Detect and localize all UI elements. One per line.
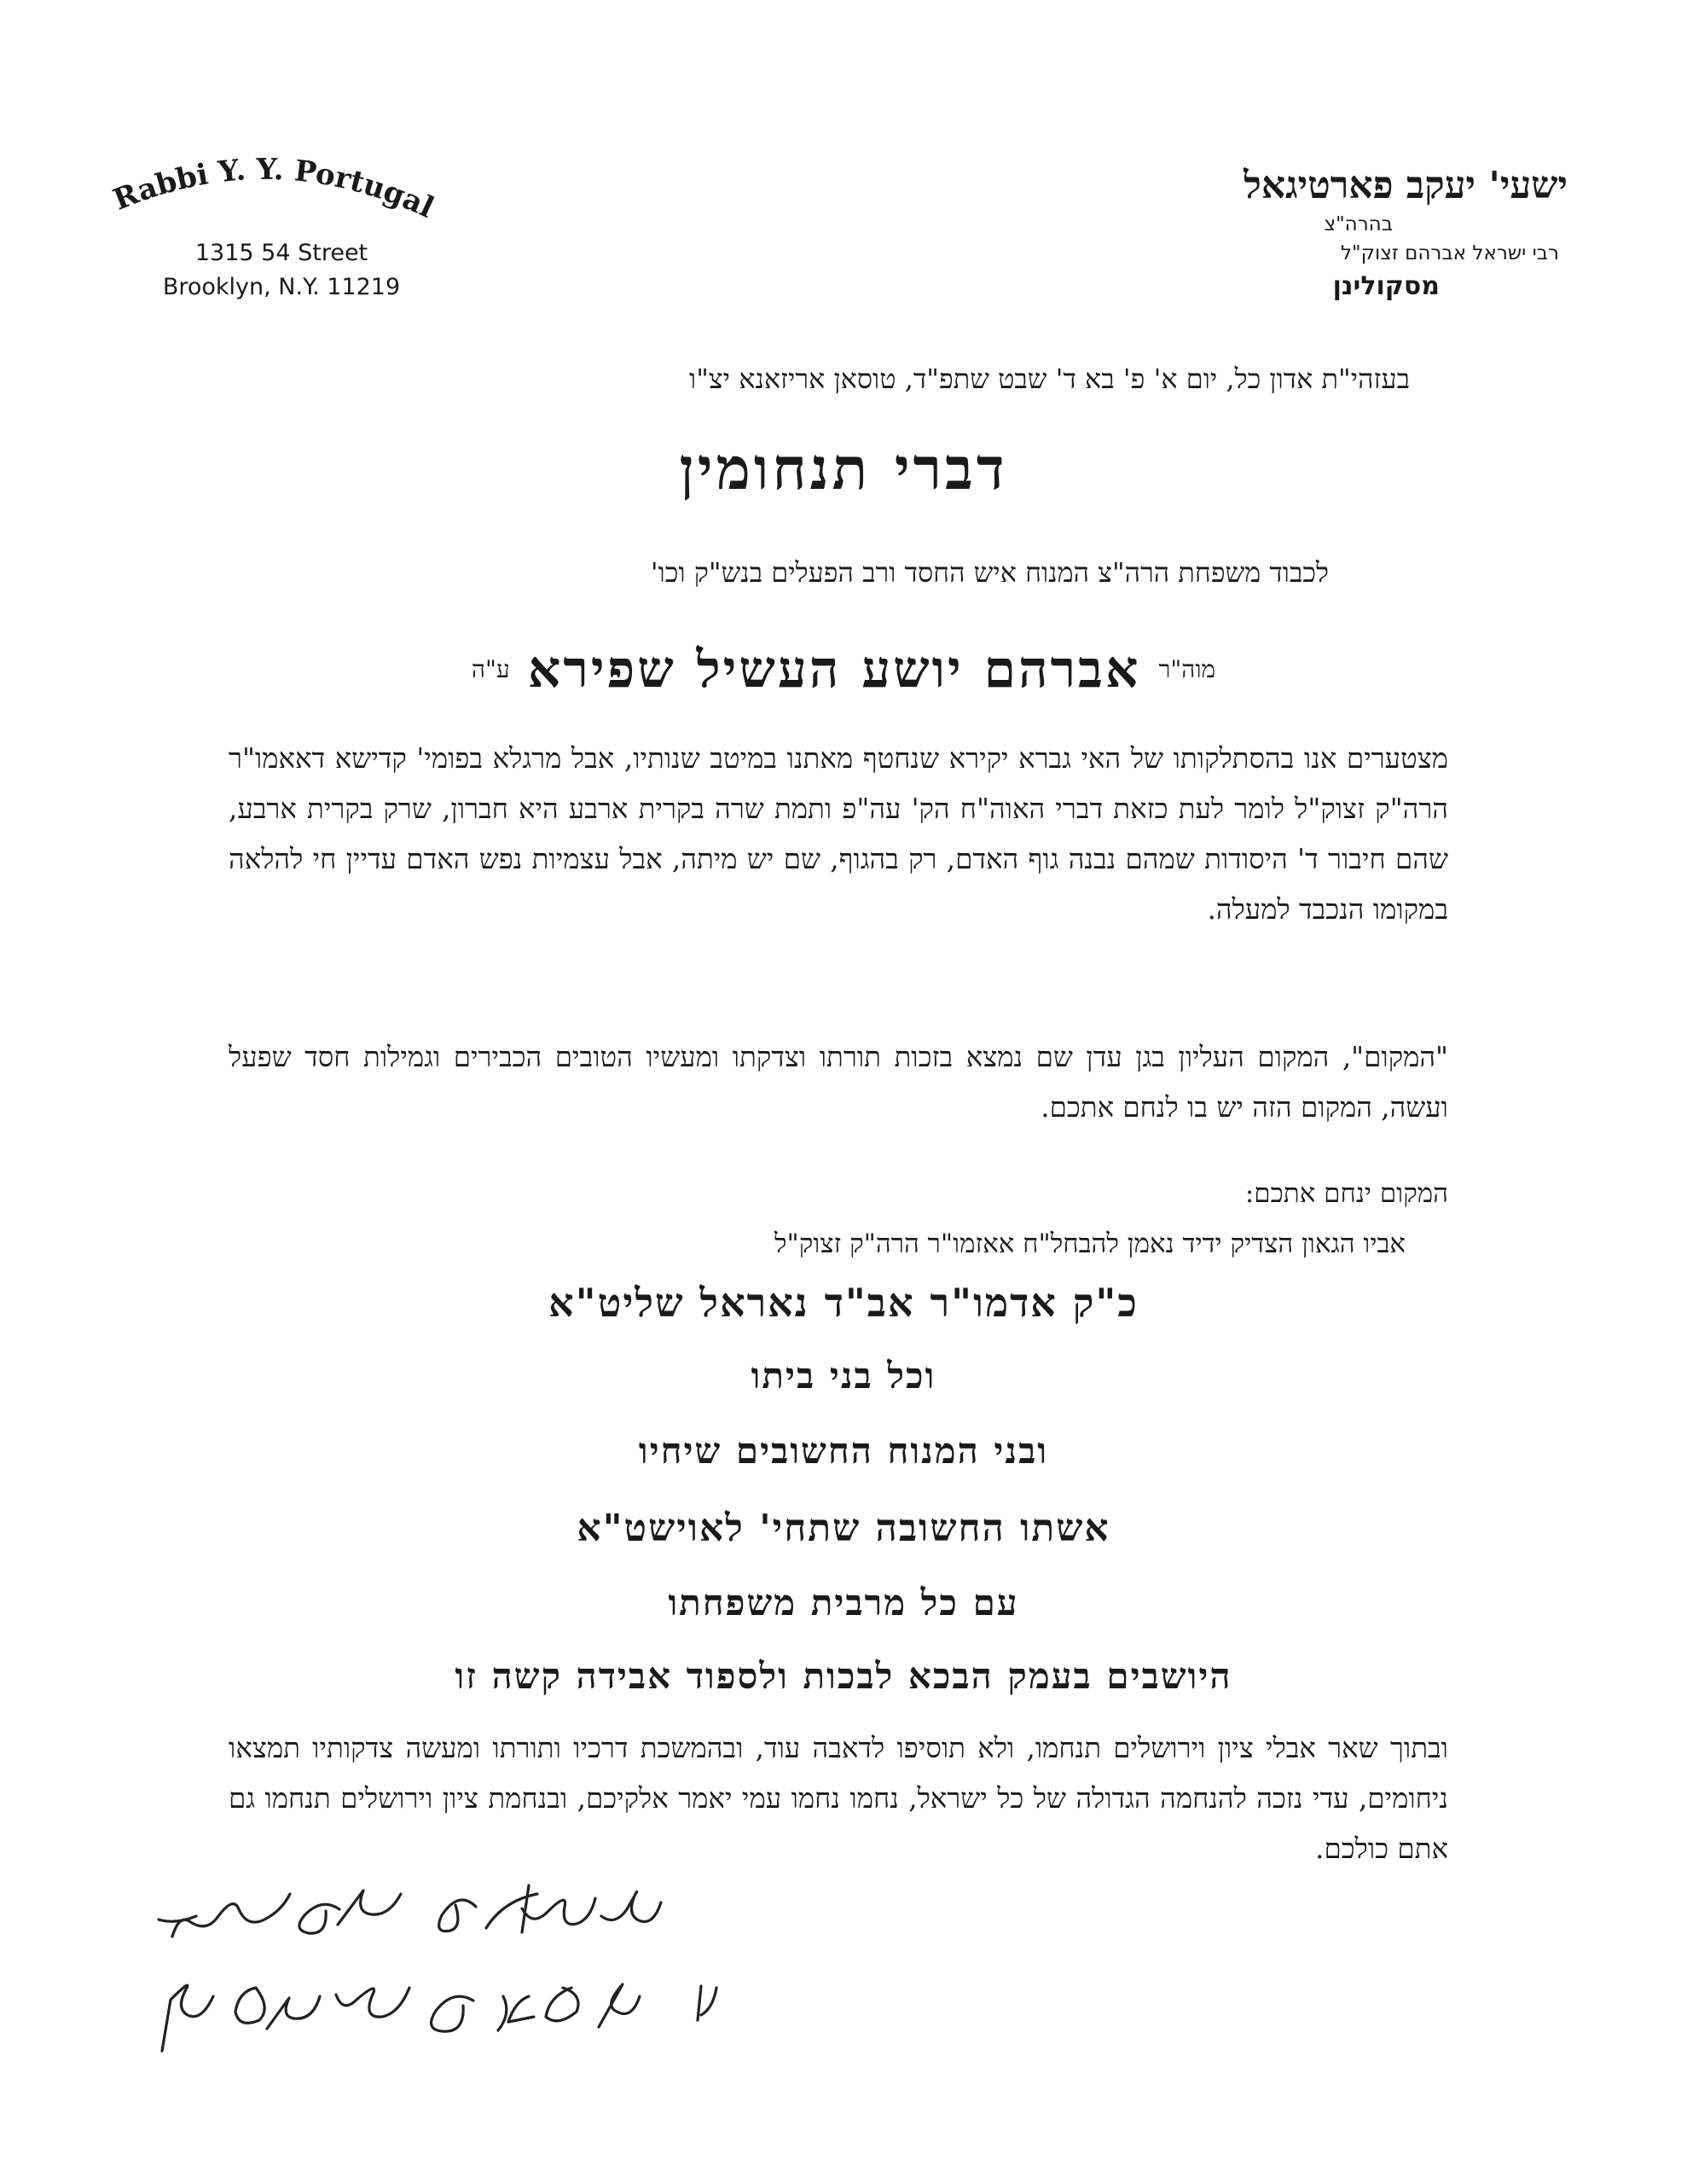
centered-line-5: עם כל מרבית משפחתו [668, 1582, 1019, 1623]
paragraph-1: מצטערים אנו בהסתלקותו של האי גברא יקירא שנחטף מאתנו במיטב שנותיו, אבל מרגלא בפומי' קדישא דאאמו"ר הרה"ק זצוק"ל לומר לעת כזאת דברי האוה"ח הק' עה"פ ותמת שרה בקרית ארבע היא חברון, שרק בקרית ארבע, שהם חיבור ד' היסודות שמהם נבנה גוף האדם, רק בהגוף, שם יש מיתה, אבל עצמיות נפש האדם עדיין חי להלאה במקומו הנכבד למעלה. [229, 742, 1448, 926]
date-line: בעזהי"ת אדון כל, יום א' פ' בא ד' שבט שתפ"ד, טוסאן אריזאנא יצ"ו [689, 363, 1410, 395]
deceased-suffix: ע"ה [471, 655, 510, 683]
letter-title: דברי תנחומין [679, 435, 1008, 503]
centered-line-1: כ"ק אדמו"ר אב"ד נאראל שליט"א [548, 1280, 1139, 1326]
paragraph-2: "המקום", המקום העליון בגן עדן שם נמצא בזכות תורתו וצדקתו ומעשיו הטובים הכבירים וגמילות חסד שפעל ועשה, המקום הזה יש בו לנחם אתכם. [229, 1041, 1448, 1124]
svg-text:Rabbi Y. Y. Portugal: Rabbi Y. Y. Portugal [108, 152, 439, 225]
address-line2: Brooklyn, N.Y. 11219 [162, 274, 401, 300]
paragraph-4: ובתוך שאר אבלי ציון וירושלים תנחמו, ולא תוסיפו לדאבה עוד, ובהמשכת דרכיו ותורתו ומעשה צדקותיו תמצאו ניחומים, עדי נזכה להנחמה הגדולה של כל ישראל, נחמו נחמו עמי יאמר אלקיכם, ובנחמת ציון וירושלים תנחמו גם אתם כולכם. [229, 1732, 1448, 1865]
letterhead-hebrew-line3: רבי ישראל אברהם זצוק"ל [1340, 242, 1559, 264]
letterhead-english [94, 141, 452, 305]
honor-line: לכבוד משפחת הרה"צ המנוח איש החסד ורב הפעלים בנש"ק וכו' [650, 556, 1329, 589]
centered-line-2: וכל בני ביתו [751, 1355, 936, 1397]
deceased-name: אברהם יושע העשיל שפירא [527, 640, 1141, 700]
letterhead-english-name [94, 141, 452, 235]
centered-line-4: אשתו החשובה שתחי' לאוישט"א [577, 1507, 1110, 1550]
letterhead-hebrew [1124, 162, 1568, 305]
centered-line-3: ובני המנוח החשובים שיחיו [638, 1430, 1049, 1472]
handwritten-signature [128, 1868, 725, 2090]
paragraph-3 [229, 1169, 1448, 1269]
deceased-prefix: מוה"ר [1158, 655, 1216, 683]
letterhead-hebrew-line4: מסקולינן [1332, 271, 1440, 301]
deceased-name-line [0, 640, 1687, 700]
centered-line-6: היושבים בעמק הבכא לבכות ולספוד אבידה קשה זו [455, 1655, 1232, 1697]
letterhead-hebrew-line2: בהרה"צ [1324, 213, 1393, 235]
paragraph-3-line1: המקום ינחם אתכם: [1244, 1178, 1448, 1209]
paragraph-3-line2: אביו הגאון הצדיק ידיד נאמן להבחל"ח אאזמו"ר הרה"ק זצוק"ל [774, 1228, 1406, 1259]
letterhead-hebrew-name: ישעי' יעקב פארטיגאל [1244, 164, 1568, 207]
address-line1: 1315 54 Street [194, 240, 368, 266]
